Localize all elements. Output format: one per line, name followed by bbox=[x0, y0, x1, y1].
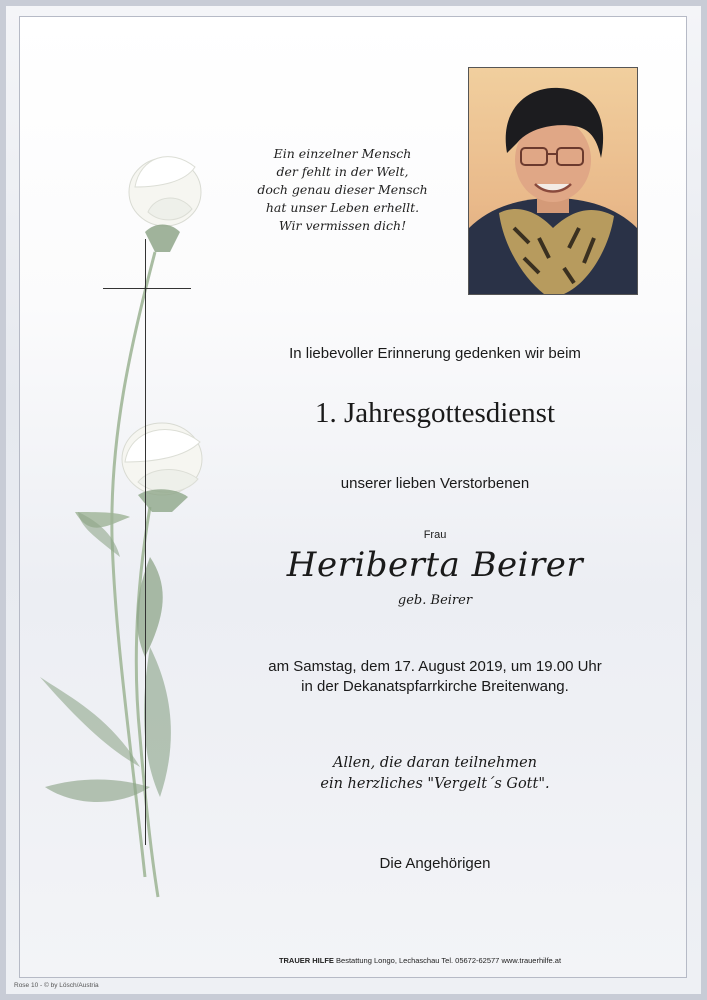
intro-text: In liebevoller Erinnerung gedenken wir beim bbox=[289, 345, 581, 362]
poem-line: doch genau dieser Mensch bbox=[257, 182, 428, 197]
service-date: am Samstag, dem 17. August 2019, um 19.00 Uhr bbox=[268, 658, 602, 675]
thanks-line: ein herzliches "Vergelt´s Gott". bbox=[320, 776, 550, 792]
maiden-name: geb. Beirer bbox=[397, 593, 473, 608]
lower-rose bbox=[122, 423, 202, 512]
thanks-text bbox=[235, 753, 635, 795]
portrait-illustration bbox=[469, 68, 637, 294]
upper-rose bbox=[129, 157, 201, 252]
service-place: in der Dekanatspfarrkirche Breitenwang. bbox=[301, 678, 569, 695]
deceased-description: unserer lieben Verstorbenen bbox=[340, 475, 530, 492]
cross-vertical-bar bbox=[145, 239, 146, 845]
deceased-name: Heriberta Beirer bbox=[286, 545, 584, 585]
poem-line: der fehlt in der Welt, bbox=[276, 164, 409, 179]
poem-line: Wir vermissen dich! bbox=[278, 218, 407, 233]
footer-details: Bestattung Longo, Lechaschau Tel. 05672-62577 www.trauerhilfe.at bbox=[336, 956, 562, 965]
poem-line: hat unser Leben erhellt. bbox=[265, 200, 420, 215]
thanks-line: Allen, die daran teilnehmen bbox=[332, 755, 538, 771]
salutation: Frau bbox=[423, 529, 447, 541]
portrait-photo bbox=[468, 67, 638, 295]
footer-brand: TRAUER HILFE bbox=[278, 956, 334, 965]
signoff: Die Angehörigen bbox=[379, 855, 491, 872]
image-credit: Rose 10 - © by Lösch/Austria bbox=[14, 982, 99, 989]
service-details bbox=[235, 657, 635, 697]
memorial-card bbox=[19, 16, 687, 978]
memorial-poem bbox=[240, 145, 445, 235]
poem-line: Ein einzelner Mensch bbox=[273, 146, 412, 161]
cross-horizontal-bar bbox=[103, 288, 191, 289]
event-title: 1. Jahresgottesdienst bbox=[314, 397, 555, 429]
funeral-home-footer bbox=[170, 956, 670, 965]
